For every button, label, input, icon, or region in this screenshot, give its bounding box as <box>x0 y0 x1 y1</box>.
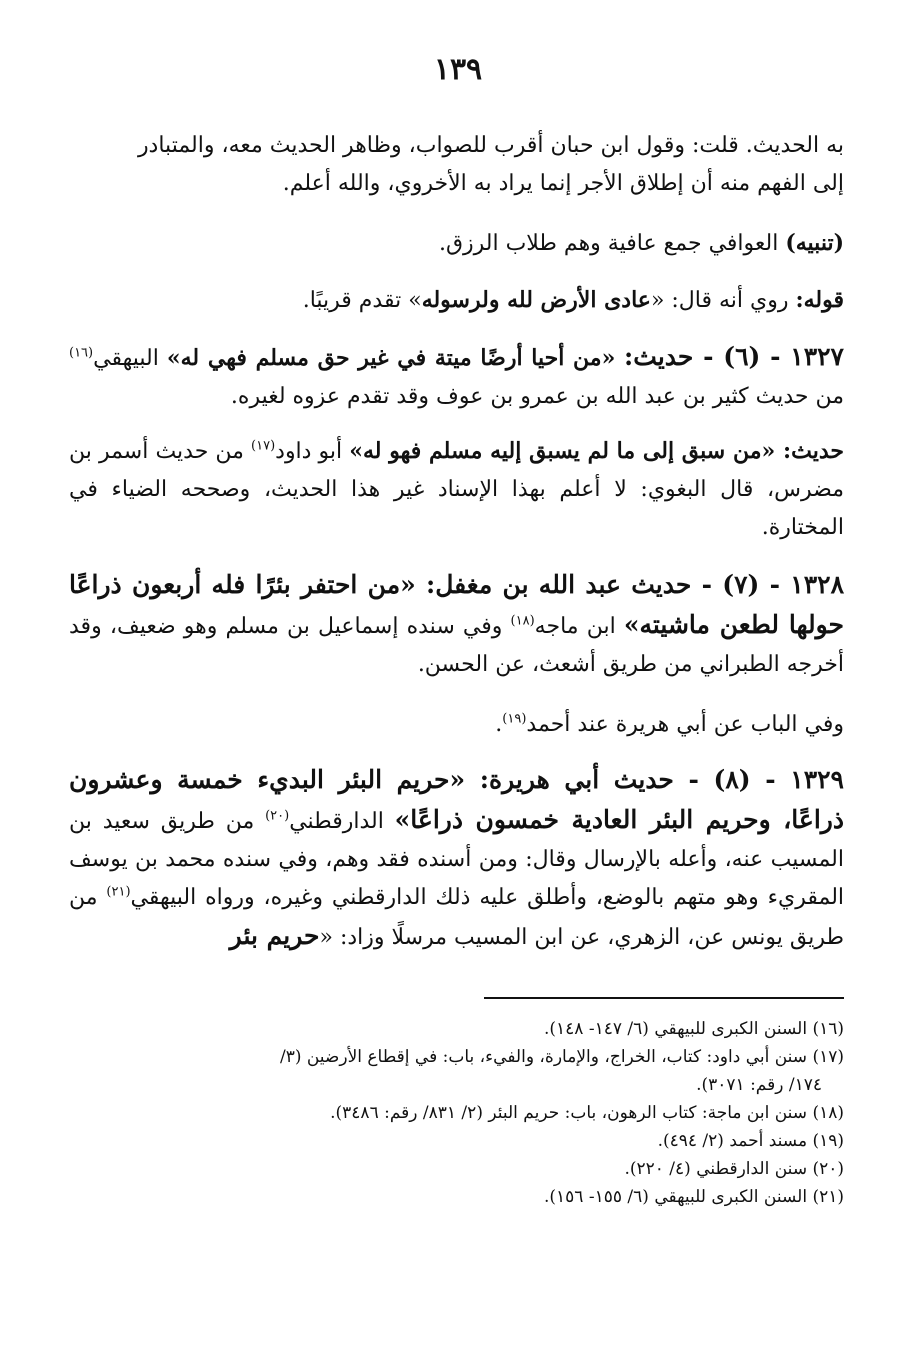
qawluhu-text-1: روي أنه قال: « <box>650 288 796 313</box>
footnote-19: (١٩) مسند أحمد (٢/ ٤٩٤). <box>657 1131 844 1151</box>
footnote-ref-20: (٢٠) <box>265 808 290 824</box>
hadith-1329-commentary: من طريق سعيد بن المسيب عنه، وأعله بالإرسال وقال: ومن أسنده فقد وهم، وفي سنده محمد بن يوسف المقريء وهو متهم بالوضع، وأطلق عليه ذلك الدارقطني وغيره، ورواه البيهقي <box>69 809 845 910</box>
hadith-1329-text: «حريم البئر البديء خمسة وعشرون ذراعًا، وحريم البئر العادية خمسون ذراعًا» <box>69 765 844 834</box>
footnote-ref-17: (١٧) <box>251 438 276 454</box>
footnote-ref-16: (١٦) <box>69 345 94 361</box>
bab-end: . <box>495 712 503 737</box>
paragraph-bab <box>69 706 844 744</box>
hadith-1329-commentary-2: من طريق يونس عن، الزهري، عن ابن المسيب مرسلًا وزاد: « <box>69 885 844 950</box>
tanbih-label: (تنبيه) <box>785 230 844 256</box>
bab-text: وفي الباب عن أبي هريرة عند أحمد <box>526 712 844 737</box>
paragraph-1-line-2: إلى الفهم منه أن إطلاق الأجر إنما يراد به الأخروي، والله أعلم. <box>282 171 844 196</box>
hadith-1328-text: «من احتفر بئرًا فله أربعون ذراعًا حولها لطعن ماشيته» <box>69 570 844 639</box>
paragraph-qawluhu <box>69 281 844 320</box>
paragraph-1 <box>69 127 844 203</box>
hadith-1327-number: ١٣٢٧ - (٦) - حديث: <box>624 342 844 371</box>
paragraph-1-line-1: به الحديث. قلت: وقول ابن حبان أقرب للصواب، وظاهر الحديث معه، والمتبادر <box>137 133 844 158</box>
hadith-1329-continuation: حريم بئر <box>229 921 320 950</box>
hadith-1327-commentary: من حديث كثير بن عبد الله بن عمرو بن عوف وقد تقدم عزوه لغيره. <box>230 384 844 409</box>
footnote-ref-18: (١٨) <box>510 613 535 629</box>
hadith-sabaqa-text: حديث: «من سبق إلى ما لم يسبق إليه مسلم فهو له» <box>349 438 844 464</box>
hadith-1327-source: البيهقي <box>93 346 159 371</box>
hadith-1329 <box>69 761 844 957</box>
qawluhu-label: قوله: <box>795 287 844 313</box>
page-number: ١٣٩ <box>433 52 483 87</box>
footnote-21: (٢١) السنن الكبرى للبيهقي (٦/ ١٥٥- ١٥٦). <box>543 1187 844 1207</box>
tanbih-text: العوافي جمع عافية وهم طلاب الرزق. <box>438 231 786 256</box>
footnote-17-continuation: ١٧٤/ رقم: ٣٠٧١). <box>696 1075 822 1095</box>
footnote-separator <box>484 997 844 999</box>
hadith-sabaqa-commentary: من حديث أسمر بن مضرس، قال البغوي: لا أعلم بهذا الإسناد غير هذا الحديث، وصححه الضياء في المختارة. <box>69 439 844 540</box>
footnotes <box>69 1015 844 1211</box>
footnote-18: (١٨) سنن ابن ماجة: كتاب الرهون، باب: حريم البئر (٢/ ٨٣١/ رقم: ٣٤٨٦). <box>330 1103 844 1123</box>
hadith-1328-number: ١٣٢٨ - (٧) - حديث عبد الله بن مغفل: <box>426 570 844 599</box>
hadith-1328-commentary: وفي سنده إسماعيل بن مسلم وهو ضعيف، وقد أخرجه الطبراني من طريق أشعث، عن الحسن. <box>69 614 844 677</box>
hadith-sabaqa-source: أبو داود <box>275 439 350 464</box>
hadith-1329-source: الدارقطني <box>289 809 395 834</box>
hadith-sabaqa <box>69 432 844 547</box>
footnote-17: (١٧) سنن أبي داود: كتاب، الخراج، والإمارة، والفيء، باب: في إقطاع الأرضين (٣/ <box>279 1047 844 1067</box>
hadith-1328 <box>69 566 844 684</box>
footnote-16: (١٦) السنن الكبرى للبيهقي (٦/ ١٤٧- ١٤٨). <box>543 1019 844 1039</box>
qawluhu-text-2: » تقدم قريبًا. <box>302 288 422 313</box>
footnote-ref-19: (١٩) <box>502 711 527 727</box>
qawluhu-hadith: عادى الأرض لله ولرسوله <box>421 287 651 313</box>
hadith-1329-number: ١٣٢٩ - (٨) - حديث أبي هريرة: <box>479 765 844 794</box>
hadith-1328-source: ابن ماجه <box>534 614 624 639</box>
paragraph-tanbih <box>69 224 844 263</box>
hadith-1327-text: «من أحيا أرضًا ميتة في غير حق مسلم فهي له» <box>166 345 625 371</box>
footnote-20: (٢٠) سنن الدارقطني (٤/ ٢٢٠). <box>624 1159 844 1179</box>
footnote-ref-21: (٢١) <box>106 884 131 900</box>
hadith-1327 <box>69 338 844 416</box>
